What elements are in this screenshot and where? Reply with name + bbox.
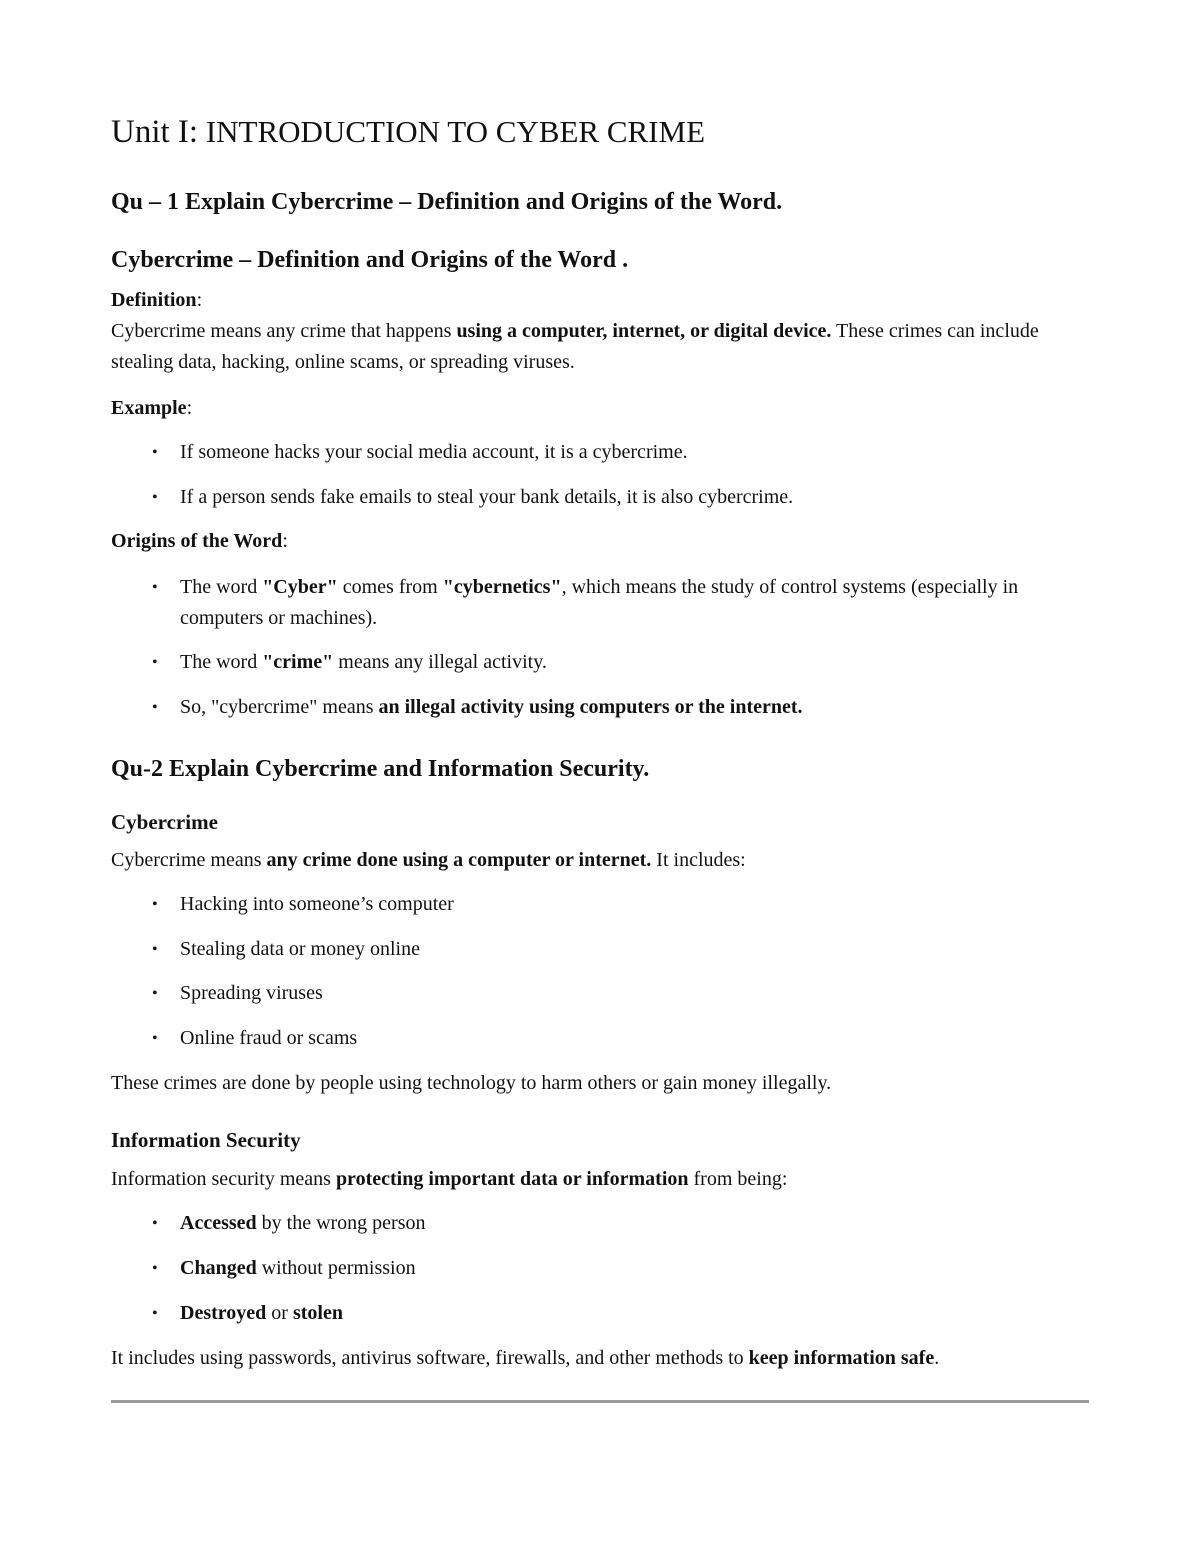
bullet-icon: • <box>152 896 158 913</box>
unit-title: Unit I: INTRODUCTION TO CYBER CRIME <box>111 114 706 150</box>
q1-heading: Qu – 1 Explain Cybercrime – Definition and Origins of the Word. <box>111 189 783 215</box>
bullet-icon: • <box>152 699 158 716</box>
origins-item: • The word "Cyber" comes from "cybernetics", which means the study of control systems (especially in computers or machines). <box>111 572 1071 634</box>
infosec-text: Information security means protecting important data or information from being: <box>111 1168 788 1190</box>
origins-item: • The word "crime" means any illegal activity. <box>111 647 1071 678</box>
infosec-closing: It includes using passwords, antivirus software, firewalls, and other methods to keep information safe. <box>111 1347 940 1369</box>
cybercrime-item: • Stealing data or money online <box>111 934 1071 965</box>
origins-label: Origins of the Word: <box>111 530 288 552</box>
example-label: Example: <box>111 397 193 419</box>
definition-text: Cybercrime means any crime that happens using a computer, internet, or digital device. These crimes can include stealing data, hacking, online scams, or spreading viruses. <box>111 320 1039 373</box>
origins-item: • So, "cybercrime" means an illegal activity using computers or the internet. <box>111 692 1071 723</box>
bullet-icon: • <box>152 444 158 461</box>
infosec-item: • Changed without permission <box>111 1253 1071 1284</box>
cybercrime-item: • Spreading viruses <box>111 978 1071 1009</box>
bullet-icon: • <box>152 985 158 1002</box>
infosec-item: • Destroyed or stolen <box>111 1298 1071 1329</box>
infosec-heading: Information Security <box>111 1128 301 1152</box>
example-item: • If a person sends fake emails to steal your bank details, it is also cybercrime. <box>111 482 1071 513</box>
bullet-icon: • <box>152 1305 158 1322</box>
definition-label: Definition: <box>111 289 203 311</box>
cybercrime-text: Cybercrime means any crime done using a computer or internet. It includes: <box>111 849 746 871</box>
bullet-icon: • <box>152 579 158 596</box>
infosec-item: • Accessed by the wrong person <box>111 1208 1071 1239</box>
q1-subheading: Cybercrime – Definition and Origins of the Word . <box>111 247 629 273</box>
cybercrime-item: • Online fraud or scams <box>111 1023 1071 1054</box>
example-item: • If someone hacks your social media account, it is a cybercrime. <box>111 437 1071 468</box>
bullet-icon: • <box>152 489 158 506</box>
bullet-icon: • <box>152 1260 158 1277</box>
cybercrime-item: • Hacking into someone’s computer <box>111 889 1071 920</box>
bullet-icon: • <box>152 1030 158 1047</box>
bullet-icon: • <box>152 941 158 958</box>
bullet-icon: • <box>152 1215 158 1232</box>
bullet-icon: • <box>152 654 158 671</box>
q2-heading: Qu-2 Explain Cybercrime and Information Security. <box>111 756 650 782</box>
cybercrime-closing: These crimes are done by people using technology to harm others or gain money illegally. <box>111 1072 832 1094</box>
cybercrime-heading: Cybercrime <box>111 810 218 834</box>
page-divider <box>111 1400 1089 1403</box>
